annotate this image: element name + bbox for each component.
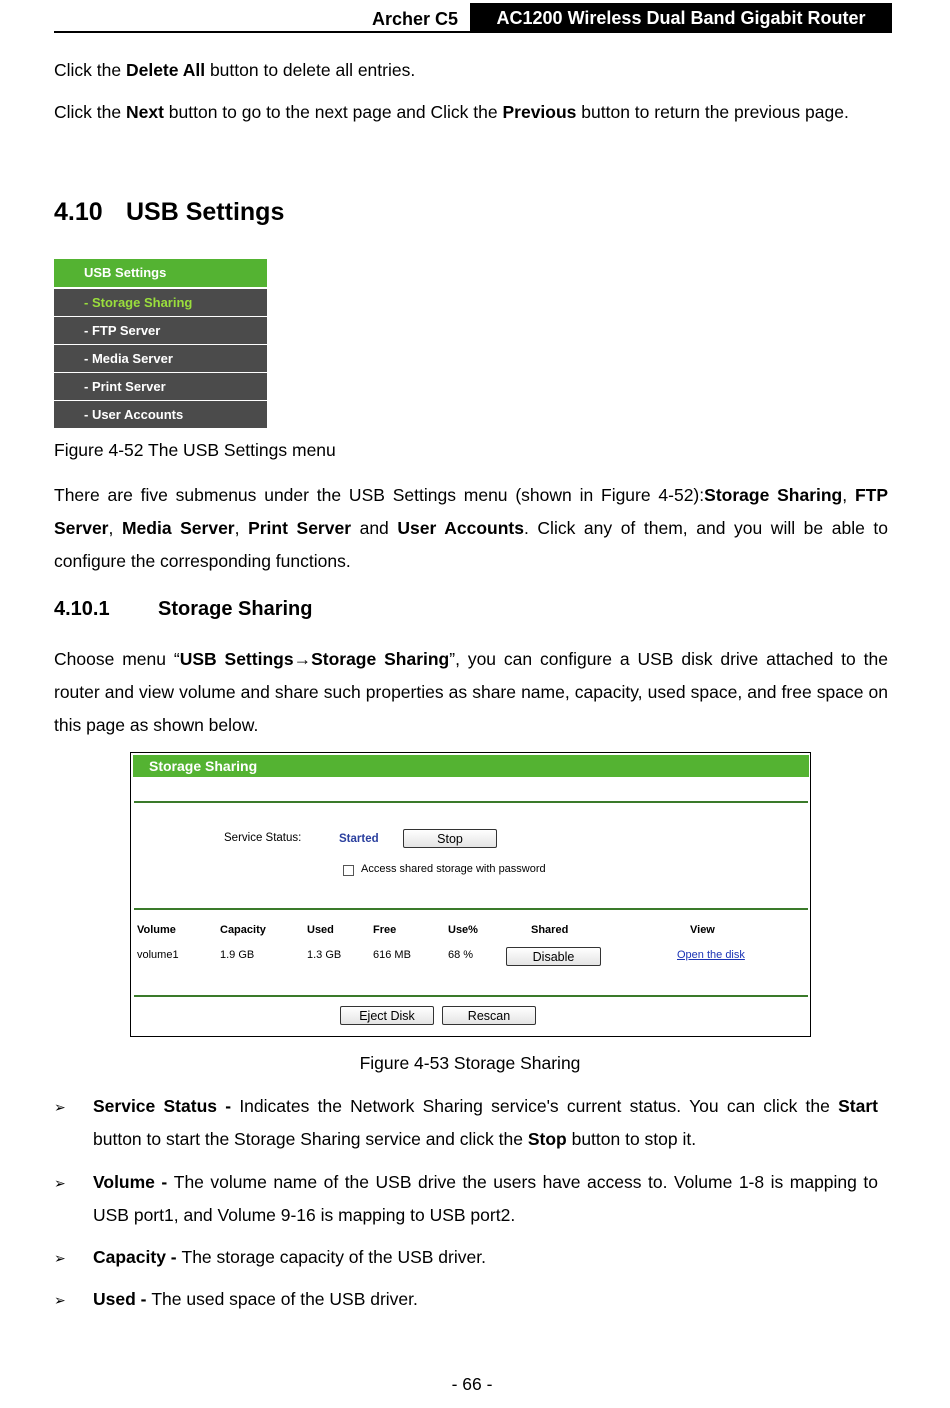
delete-all-paragraph: Click the Delete All button to delete all entries. xyxy=(54,60,416,80)
cell-volume: volume1 xyxy=(137,949,179,961)
divider-middle xyxy=(134,908,808,910)
cell-capacity: 1.9 GB xyxy=(220,949,255,961)
bullet-used: Used - The used space of the USB driver. xyxy=(93,1289,418,1309)
col-view: View xyxy=(690,924,715,936)
subsection-heading xyxy=(54,598,312,621)
subsection-number: 4.10.1 xyxy=(54,598,110,620)
stop-button[interactable]: Stop xyxy=(403,829,497,848)
figure-52-caption: Figure 4-52 The USB Settings menu xyxy=(54,440,336,460)
bullet-arrow-icon: ➢ xyxy=(54,1099,66,1115)
cell-used: 1.3 GB xyxy=(307,949,342,961)
menu-item-print-server[interactable]: - Print Server xyxy=(54,373,267,400)
storage-sharing-header: Storage Sharing xyxy=(133,755,809,777)
bullet-service-status: Service Status - Indicates the Network Sharing service's current status. You can click the Start button to start the Storage Sharing service and click the Stop button to stop it. xyxy=(93,1096,878,1149)
password-checkbox-label: Access shared storage with password xyxy=(361,863,546,875)
divider-bottom xyxy=(134,995,808,997)
col-shared: Shared xyxy=(531,924,569,936)
bullet-volume: Volume - The volume name of the USB drive the users have access to. Volume 1-8 is mapping to USB port1, and Volume 9-16 is mapping to USB port2. xyxy=(93,1172,878,1225)
section-heading xyxy=(54,198,284,227)
disable-button[interactable]: Disable xyxy=(506,947,601,966)
service-status-value: Started xyxy=(339,833,379,845)
menu-item-media-server[interactable]: - Media Server xyxy=(54,345,267,372)
storage-sharing-figure xyxy=(130,752,811,1037)
menu-item-storage-sharing[interactable]: - Storage Sharing xyxy=(54,289,267,316)
page-number: - 66 - xyxy=(451,1374,493,1394)
col-use-percent: Use% xyxy=(448,924,478,936)
menu-item-ftp-server[interactable]: - FTP Server xyxy=(54,317,267,344)
rescan-button[interactable]: Rescan xyxy=(442,1006,536,1025)
bullet-arrow-icon: ➢ xyxy=(54,1292,66,1308)
bullet-arrow-icon: ➢ xyxy=(54,1250,66,1266)
eject-disk-button[interactable]: Eject Disk xyxy=(340,1006,434,1025)
divider-top xyxy=(134,801,808,803)
open-disk-link[interactable]: Open the disk xyxy=(677,949,745,961)
menu-item-user-accounts[interactable]: - User Accounts xyxy=(54,401,267,428)
col-free: Free xyxy=(373,924,397,936)
service-status-label: Service Status: xyxy=(224,832,302,844)
bullet-capacity: Capacity - The storage capacity of the USB driver. xyxy=(93,1247,486,1267)
choose-menu-paragraph: Choose menu “USB Settings→Storage Sharing”, you can configure a USB disk drive attached to the router and view volume and share such properties as share name, capacity, used space, and free space on this page as shown below. xyxy=(54,649,888,735)
cell-use-percent: 68 % xyxy=(448,949,474,961)
section-number: 4.10 xyxy=(54,198,103,226)
usb-settings-menu-figure xyxy=(54,259,267,429)
section-title: USB Settings xyxy=(126,198,285,226)
cell-free: 616 MB xyxy=(373,949,411,961)
header-title: AC1200 Wireless Dual Band Gigabit Router xyxy=(470,3,892,33)
bullet-arrow-icon: ➢ xyxy=(54,1175,66,1191)
header-model: Archer C5 xyxy=(371,9,458,29)
subsection-title: Storage Sharing xyxy=(158,598,313,620)
password-checkbox[interactable] xyxy=(343,865,354,876)
arrow-icon: → xyxy=(293,649,312,669)
col-used: Used xyxy=(307,924,334,936)
header-rule xyxy=(54,31,892,33)
menu-head-usb-settings[interactable]: USB Settings xyxy=(54,259,267,287)
col-volume: Volume xyxy=(137,924,176,936)
submenus-paragraph: There are five submenus under the USB Settings menu (shown in Figure 4-52):Storage Sharing, FTP Server, Media Server, Print Server and User Accounts. Click any of them, and you will be able to configure the corresponding functions. xyxy=(54,485,888,571)
figure-53-caption: Figure 4-53 Storage Sharing xyxy=(359,1053,581,1073)
next-previous-paragraph: Click the Next button to go to the next page and Click the Previous button to return the previous page. xyxy=(54,102,849,122)
col-capacity: Capacity xyxy=(220,924,266,936)
